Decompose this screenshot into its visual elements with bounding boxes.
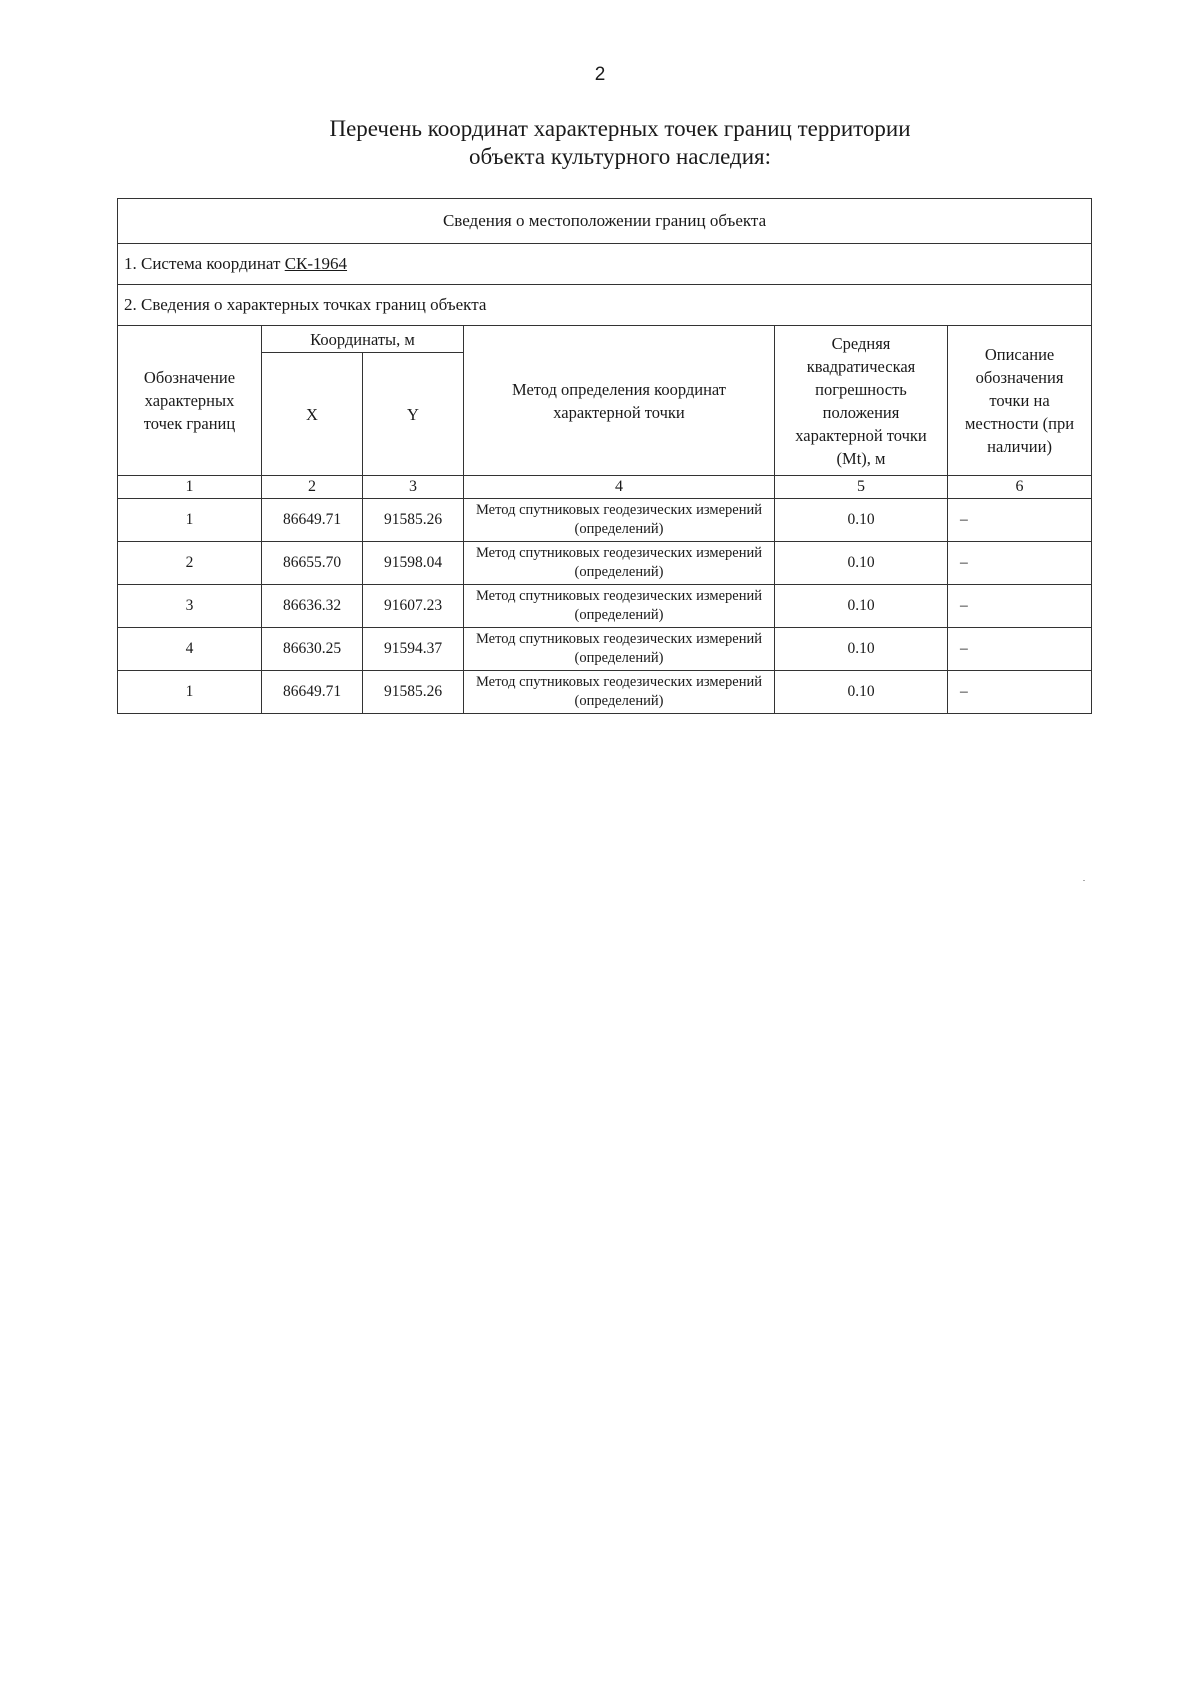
points-header: 2. Сведения о характерных точках границ объекта [118, 285, 1092, 326]
scan-speck [1083, 880, 1085, 881]
point-cell: 1 [118, 671, 262, 714]
coordinate-system-row [118, 244, 1092, 285]
title-line-2: объекта культурного наследия: [468, 144, 772, 169]
description-cell: – [948, 628, 1092, 671]
column-number: 6 [948, 476, 1092, 499]
x-cell: 86630.25 [262, 628, 363, 671]
point-cell: 2 [118, 542, 262, 585]
error-cell: 0.10 [775, 542, 948, 585]
column-header-y: Y [363, 353, 464, 476]
column-header-method: Метод определения координат характерной точки [464, 326, 775, 476]
y-cell: 91598.04 [363, 542, 464, 585]
x-cell: 86649.71 [262, 671, 363, 714]
table-row [118, 628, 1092, 671]
column-number: 4 [464, 476, 775, 499]
page-number: 2 [594, 64, 606, 85]
y-cell: 91594.37 [363, 628, 464, 671]
y-cell: 91585.26 [363, 499, 464, 542]
method-cell: Метод спутниковых геодезических измерений (определений) [464, 671, 775, 714]
document-title [0, 115, 1200, 171]
x-cell: 86649.71 [262, 499, 363, 542]
method-cell: Метод спутниковых геодезических измерений (определений) [464, 628, 775, 671]
coordinates-table [117, 198, 1092, 714]
description-cell: – [948, 499, 1092, 542]
column-number: 5 [775, 476, 948, 499]
error-cell: 0.10 [775, 499, 948, 542]
method-cell: Метод спутниковых геодезических измерений (определений) [464, 499, 775, 542]
x-cell: 86655.70 [262, 542, 363, 585]
column-header-error: Средняя квадратическая погрешность положения характерной точки (Mt), м [775, 326, 948, 476]
description-cell: – [948, 671, 1092, 714]
table-row [118, 542, 1092, 585]
point-cell: 3 [118, 585, 262, 628]
y-cell: 91607.23 [363, 585, 464, 628]
coordinate-system-label: 1. Система координат [124, 254, 285, 273]
column-number: 3 [363, 476, 464, 499]
x-cell: 86636.32 [262, 585, 363, 628]
table-row [118, 499, 1092, 542]
table-row [118, 585, 1092, 628]
point-cell: 1 [118, 499, 262, 542]
column-number: 1 [118, 476, 262, 499]
section-header: Сведения о местоположении границ объекта [118, 199, 1092, 244]
method-cell: Метод спутниковых геодезических измерений (определений) [464, 585, 775, 628]
column-number: 2 [262, 476, 363, 499]
table-row [118, 671, 1092, 714]
method-cell: Метод спутниковых геодезических измерений (определений) [464, 542, 775, 585]
error-cell: 0.10 [775, 628, 948, 671]
error-cell: 0.10 [775, 585, 948, 628]
description-cell: – [948, 585, 1092, 628]
description-cell: – [948, 542, 1092, 585]
column-header-description: Описание обозначения точки на местности (при наличии) [948, 326, 1092, 476]
coordinate-system-value: СК-1964 [284, 254, 348, 273]
title-line-1: Перечень координат характерных точек границ территории [329, 116, 911, 141]
y-cell: 91585.26 [363, 671, 464, 714]
column-header-point: Обозначение характерных точек границ [118, 326, 262, 476]
error-cell: 0.10 [775, 671, 948, 714]
column-header-x: X [262, 353, 363, 476]
column-header-coordinates: Координаты, м [262, 326, 464, 353]
point-cell: 4 [118, 628, 262, 671]
